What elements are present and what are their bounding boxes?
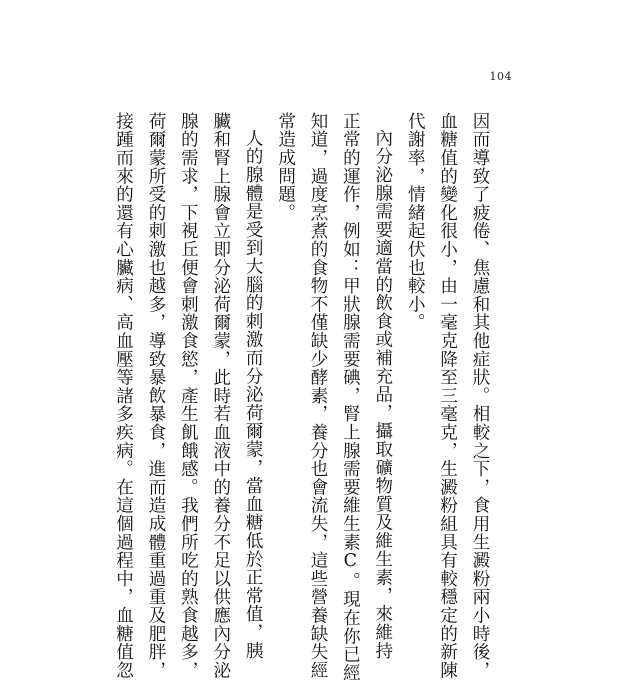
page-number: 104 <box>489 70 512 83</box>
text-column: 代謝率，情緒起伏也較小。 <box>405 112 426 332</box>
text-column: 常造成問題。 <box>275 112 296 222</box>
vertical-text-block <box>107 112 496 682</box>
text-column: 知道，過度烹煮的食物不僅缺少酵素，養分也會流失，這些營養缺失經 <box>307 112 328 680</box>
text-column: 接踵而來的還有心臟病、高血壓等諸多疾病。在這個過程中，血糖值忽 <box>113 112 134 680</box>
text-column: 正常的運作，例如：甲狀腺需要碘，腎上腺需要維生素C。現在你已經 <box>340 112 361 682</box>
text-column: 臟和腎上腺會立即分泌荷爾蒙，此時若血液中的養分不足以供應內分泌 <box>210 112 231 680</box>
text-column: 血糖值的變化很小，由一毫克降至三毫克，生澱粉組具有較穩定的新陳 <box>437 112 458 680</box>
text-column: 腺的需求，下視丘便會刺激食慾，產生飢餓感。我們所吃的熟食越多， <box>178 112 199 680</box>
text-column-paragraph-start: 人的腺體是受到大腦的刺激而分泌荷爾蒙，當血糖低於正常值，胰 <box>243 129 264 660</box>
text-column: 荷爾蒙所受的刺激也越多，導致暴飲暴食，進而造成體重過重及肥胖， <box>145 112 166 680</box>
text-column: 因而導致了疲倦、焦慮和其他症狀。相較之下，食用生澱粉兩小時後， <box>470 112 490 680</box>
text-column-paragraph-start: 內分泌腺需要適當的飲食或補充品，攝取礦物質及維生素，來維持 <box>372 129 393 660</box>
